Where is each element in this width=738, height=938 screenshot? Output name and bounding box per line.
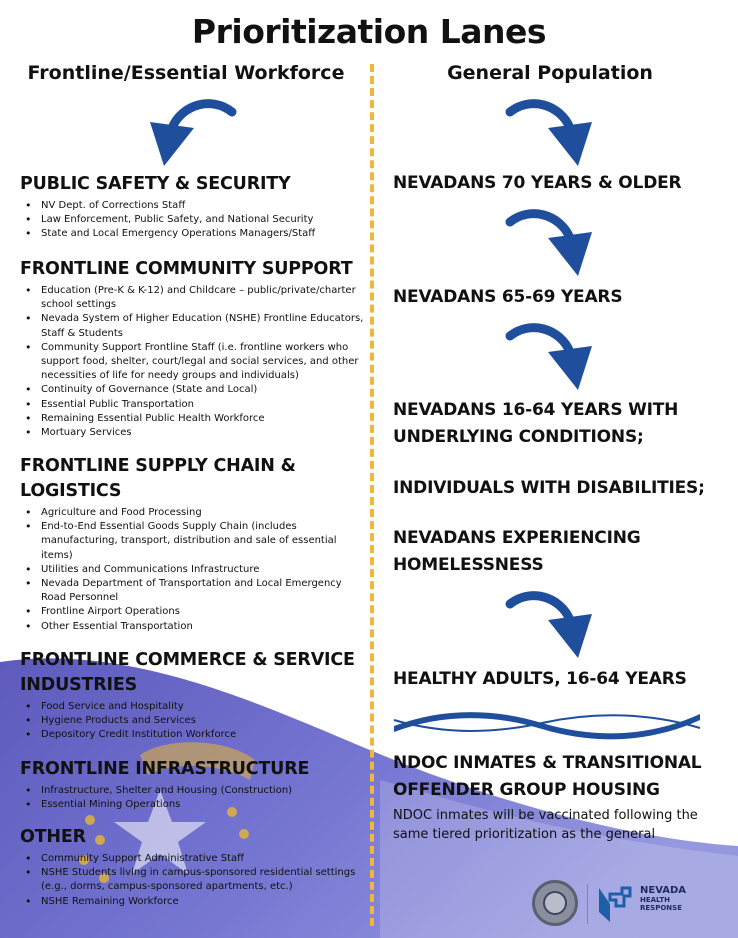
logo-line-2: HEALTH xyxy=(640,896,670,904)
list-item: • Remaining Essential Public Health Workforce xyxy=(20,412,365,426)
curved-arrow-icon xyxy=(502,590,602,660)
group-title: NEVADANS 65-69 YEARS xyxy=(393,287,623,307)
list-item: • Education (Pre-K & K-12) and Childcare – public/private/charter school settings xyxy=(20,284,365,312)
list-item: • End-to-End Essential Goods Supply Chain (includes manufacturing, transport, distribution and sale of essential items) xyxy=(20,520,365,563)
curved-arrow-icon xyxy=(502,322,602,392)
list-item: • NSHE Remaining Workforce xyxy=(20,895,365,909)
group-16-64-underlying xyxy=(393,397,723,451)
group-title: NEVADANS 16-64 YEARS WITH UNDERLYING CONDITIONS; xyxy=(393,400,679,447)
list-item: • Essential Mining Operations xyxy=(20,798,365,812)
list-item: • Food Service and Hospitality xyxy=(20,700,365,714)
list-item: • Community Support Administrative Staff xyxy=(20,852,365,866)
section-frontline-infrastructure xyxy=(20,757,365,812)
list-item: • Infrastructure, Shelter and Housing (Construction) xyxy=(20,784,365,798)
list-item: • Depository Credit Institution Workforce xyxy=(20,728,365,742)
nevada-health-response-logo xyxy=(640,886,686,912)
list-item: • Frontline Airport Operations xyxy=(20,605,365,619)
section-title: FRONTLINE SUPPLY CHAIN & LOGISTICS xyxy=(20,456,296,501)
list-item: • NSHE Students living in campus-sponsored residential settings (e.g., dorms, campus-sponsored apartments, etc.) xyxy=(20,866,365,894)
right-column-heading: General Population xyxy=(447,62,653,84)
list-item: • Utilities and Communications Infrastructure xyxy=(20,563,365,577)
group-65-69 xyxy=(393,284,723,311)
dashed-divider xyxy=(370,64,374,926)
section-frontline-commerce xyxy=(20,648,365,743)
section-public-safety xyxy=(20,172,365,242)
left-column-heading: Frontline/Essential Workforce xyxy=(27,62,345,84)
group-title: INDIVIDUALS WITH DISABILITIES; xyxy=(393,478,705,498)
wave-divider xyxy=(392,706,702,740)
section-title: FRONTLINE COMMERCE & SERVICE INDUSTRIES xyxy=(20,650,355,695)
group-homelessness xyxy=(393,525,723,579)
logo-line-1: NEVADA xyxy=(640,885,687,896)
section-frontline-community-support xyxy=(20,257,365,440)
section-title: OTHER xyxy=(20,827,86,847)
curved-arrow-icon xyxy=(502,98,602,168)
list-item: • Other Essential Transportation xyxy=(20,620,365,634)
section-title: FRONTLINE INFRASTRUCTURE xyxy=(20,759,310,779)
list-item: • Hygiene Products and Services xyxy=(20,714,365,728)
footer-logos xyxy=(532,880,732,930)
list-item: • Nevada Department of Transportation and Local Emergency Road Personnel xyxy=(20,577,365,605)
section-frontline-supply-chain xyxy=(20,454,365,634)
section-title: PUBLIC SAFETY & SECURITY xyxy=(20,174,291,194)
list-item: • NV Dept. of Corrections Staff xyxy=(20,199,365,213)
list-item: • Continuity of Governance (State and Local) xyxy=(20,383,365,397)
group-70-and-older xyxy=(393,170,723,197)
list-item: • Community Support Frontline Staff (i.e. frontline workers who support food, shelter, court/legal and social services, and other necessities of life for needy groups and individuals) xyxy=(20,341,365,384)
group-healthy-adults xyxy=(393,666,723,693)
list-item: • Law Enforcement, Public Safety, and National Security xyxy=(20,213,365,227)
curved-arrow-icon xyxy=(140,98,240,168)
logo-separator xyxy=(587,884,588,924)
group-title: HEALTHY ADULTS, 16-64 YEARS xyxy=(393,669,687,689)
list-item: • Essential Public Transportation xyxy=(20,398,365,412)
group-note: NDOC inmates will be vaccinated following the same tiered prioritization as the general xyxy=(393,808,698,842)
curved-arrow-icon xyxy=(502,208,602,278)
state-seal-icon xyxy=(532,880,578,926)
list-item: • State and Local Emergency Operations Managers/Staff xyxy=(20,227,365,241)
group-title: NEVADANS EXPERIENCING HOMELESSNESS xyxy=(393,528,641,575)
page-title: Prioritization Lanes xyxy=(191,12,547,51)
list-item: • Agriculture and Food Processing xyxy=(20,506,365,520)
section-title: FRONTLINE COMMUNITY SUPPORT xyxy=(20,259,353,279)
section-other xyxy=(20,825,365,909)
list-item: • Mortuary Services xyxy=(20,426,365,440)
group-disabilities xyxy=(393,475,723,502)
list-item: • Nevada System of Higher Education (NSHE) Frontline Educators, Staff & Students xyxy=(20,312,365,340)
group-ndoc-inmates xyxy=(393,750,723,844)
group-title: NDOC INMATES & TRANSITIONAL OFFENDER GROUP HOUSING xyxy=(393,753,702,800)
health-cross-icon xyxy=(596,884,634,924)
group-title: NEVADANS 70 YEARS & OLDER xyxy=(393,173,682,193)
logo-line-3: RESPONSE xyxy=(640,904,682,912)
